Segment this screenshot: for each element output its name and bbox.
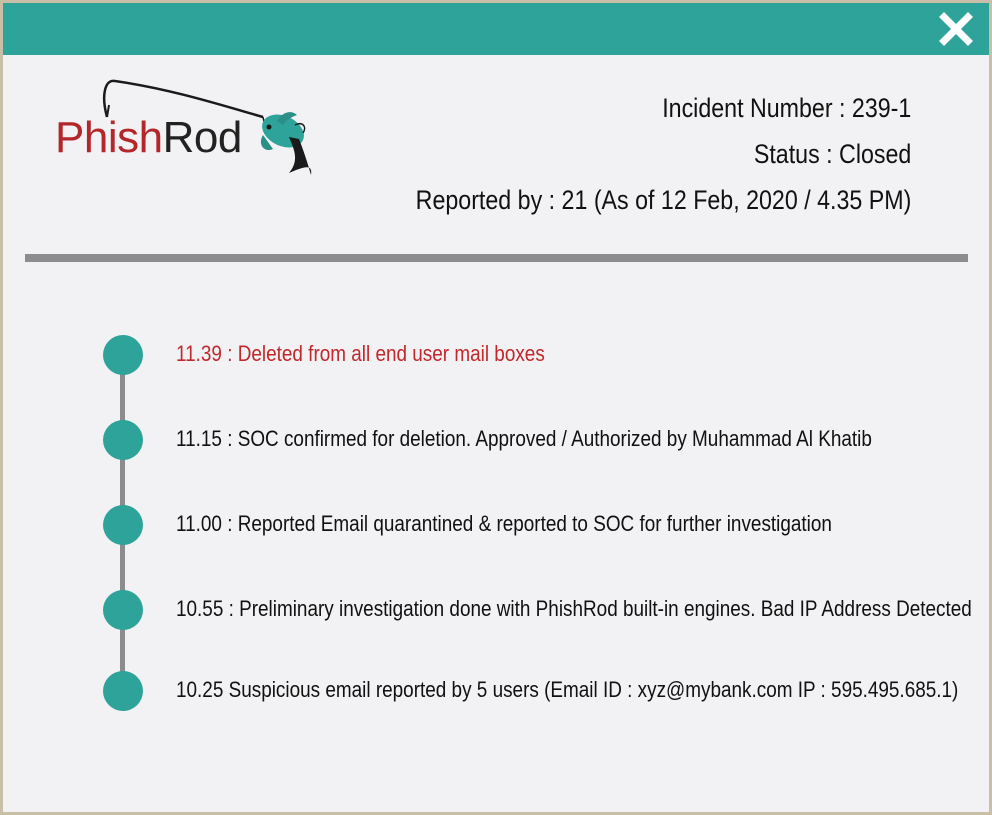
- timeline-event-text: 11.00 : Reported Email quarantined & reported to SOC for further investigation: [176, 511, 832, 536]
- logo-text-phish: Phish: [55, 113, 163, 162]
- timeline-event: [103, 335, 973, 375]
- incident-info: [415, 85, 911, 223]
- timeline-dot: [103, 505, 143, 545]
- timeline-event: [103, 590, 973, 630]
- timeline-event-text: 11.15 : SOC confirmed for deletion. Approved / Authorized by Muhammad Al Khatib: [176, 426, 872, 451]
- timeline-dot: [103, 671, 143, 711]
- phishrod-logo: [51, 75, 321, 185]
- timeline-event-text: 10.25 Suspicious email reported by 5 users (Email ID : xyz@mybank.com IP : 595.495.685.1): [176, 677, 959, 702]
- incident-number: Incident Number : 239-1: [661, 93, 911, 123]
- timeline-event-text: 11.39 : Deleted from all end user mail boxes: [176, 341, 545, 366]
- logo-wordmark: [55, 113, 242, 163]
- close-icon: [937, 10, 975, 48]
- logo-text-rod: Rod: [162, 113, 242, 162]
- header-divider: [25, 254, 968, 262]
- incident-reported-by: Reported by : 21 (As of 12 Feb, 2020 / 4.35 PM): [415, 185, 911, 215]
- timeline-event: [103, 420, 973, 460]
- close-button[interactable]: [937, 10, 975, 48]
- incident-status: Status : Closed: [753, 139, 911, 169]
- timeline-event: [103, 505, 973, 545]
- title-bar: [3, 3, 989, 55]
- timeline-dot: [103, 335, 143, 375]
- timeline-event-text: 10.55 : Preliminary investigation done with PhishRod built-in engines. Bad IP Address Detected: [176, 596, 972, 621]
- timeline-dot: [103, 420, 143, 460]
- timeline-dot: [103, 590, 143, 630]
- timeline-event: [103, 671, 973, 711]
